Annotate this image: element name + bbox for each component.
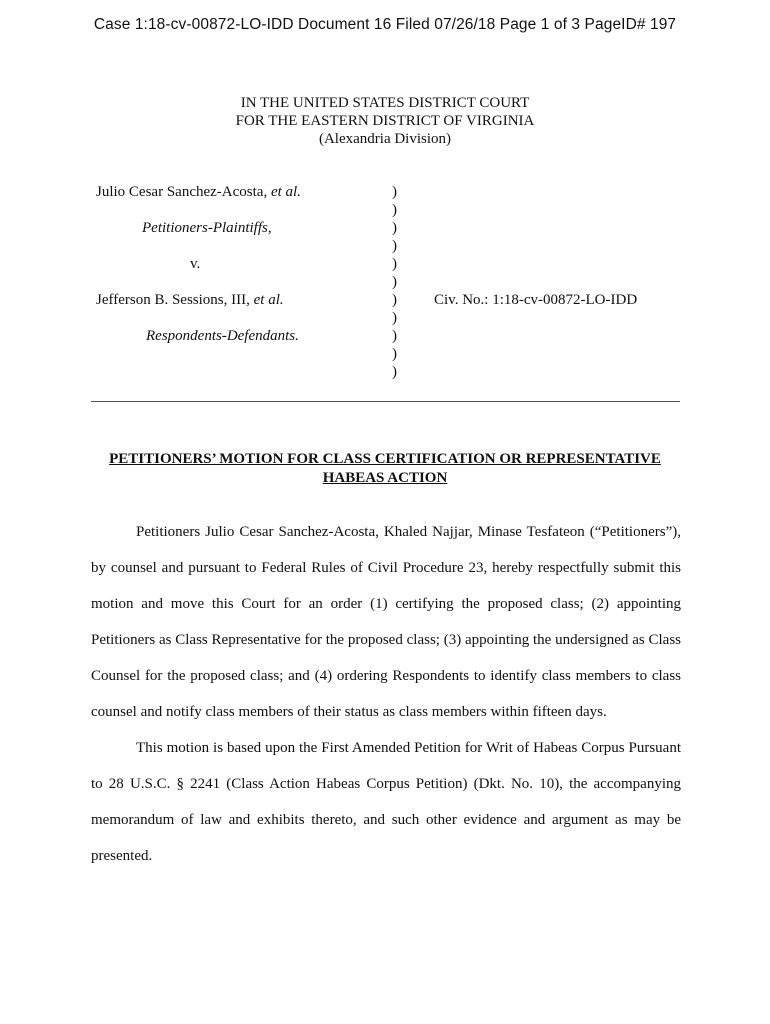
- case-caption-parties: [96, 183, 386, 345]
- caption-paren: ): [392, 274, 397, 290]
- caption-paren: ): [392, 346, 397, 362]
- petitioner-name: Julio Cesar Sanchez-Acosta,: [96, 184, 268, 200]
- filing-header-stamp: Case 1:18-cv-00872-LO-IDD Document 16 Filed 07/26/18 Page 1 of 3 PageID# 197: [93, 16, 677, 33]
- caption-paren: ): [392, 184, 397, 200]
- respondent-name: Jefferson B. Sessions, III,: [96, 292, 250, 308]
- caption-paren: ): [392, 256, 397, 272]
- court-district-line: FOR THE EASTERN DISTRICT OF VIRGINIA: [235, 113, 535, 129]
- civil-case-number: Civ. No.: 1:18-cv-00872-LO-IDD: [434, 292, 638, 308]
- caption-paren-column: [392, 183, 412, 381]
- court-division-line: (Alexandria Division): [318, 131, 452, 147]
- caption-paren: ): [392, 220, 397, 236]
- petitioner-etal: et al.: [270, 184, 301, 200]
- versus-label: v.: [190, 256, 201, 272]
- caption-paren: ): [392, 292, 397, 308]
- motion-title: [0, 450, 770, 488]
- petitioner-line: [96, 183, 386, 201]
- motion-title-line-2: HABEAS ACTION: [322, 470, 448, 486]
- caption-paren: ): [392, 238, 397, 254]
- caption-paren: ): [392, 328, 397, 344]
- caption-paren: ): [392, 310, 397, 326]
- court-name-line: IN THE UNITED STATES DISTRICT COURT: [240, 95, 530, 111]
- caption-divider: [91, 401, 680, 402]
- respondent-etal: et al.: [253, 292, 284, 308]
- caption-paren: ): [392, 364, 397, 380]
- motion-body: [91, 514, 681, 874]
- caption-paren: ): [392, 202, 397, 218]
- respondent-role: Respondents-Defendants.: [146, 328, 299, 344]
- petitioner-role: Petitioners-Plaintiffs,: [142, 220, 272, 236]
- body-paragraph-1: Petitioners Julio Cesar Sanchez-Acosta, Khaled Najjar, Minase Tesfateon (“Petitioners”), by counsel and pursuant to Federal Rules of Civil Procedure 23, hereby respectfully submit this motion and move this Court for an order (1) certifying the proposed class; (2) appointing Petitioners as Class Representative for the proposed class; (3) appointing the undersigned as Class Counsel for the proposed class; and (4) ordering Respondents to identify class members to class counsel and notify class members of their status as class members within fifteen days.: [91, 524, 681, 720]
- motion-title-line-1: PETITIONERS’ MOTION FOR CLASS CERTIFICATION OR REPRESENTATIVE: [109, 451, 661, 467]
- respondent-line: [96, 291, 386, 309]
- court-heading: [0, 94, 770, 148]
- body-paragraph-2: This motion is based upon the First Amended Petition for Writ of Habeas Corpus Pursuant to 28 U.S.C. § 2241 (Class Action Habeas Corpus Petition) (Dkt. No. 10), the accompanying memorandum of law and exhibits thereto, and such other evidence and argument as may be presented.: [91, 740, 681, 864]
